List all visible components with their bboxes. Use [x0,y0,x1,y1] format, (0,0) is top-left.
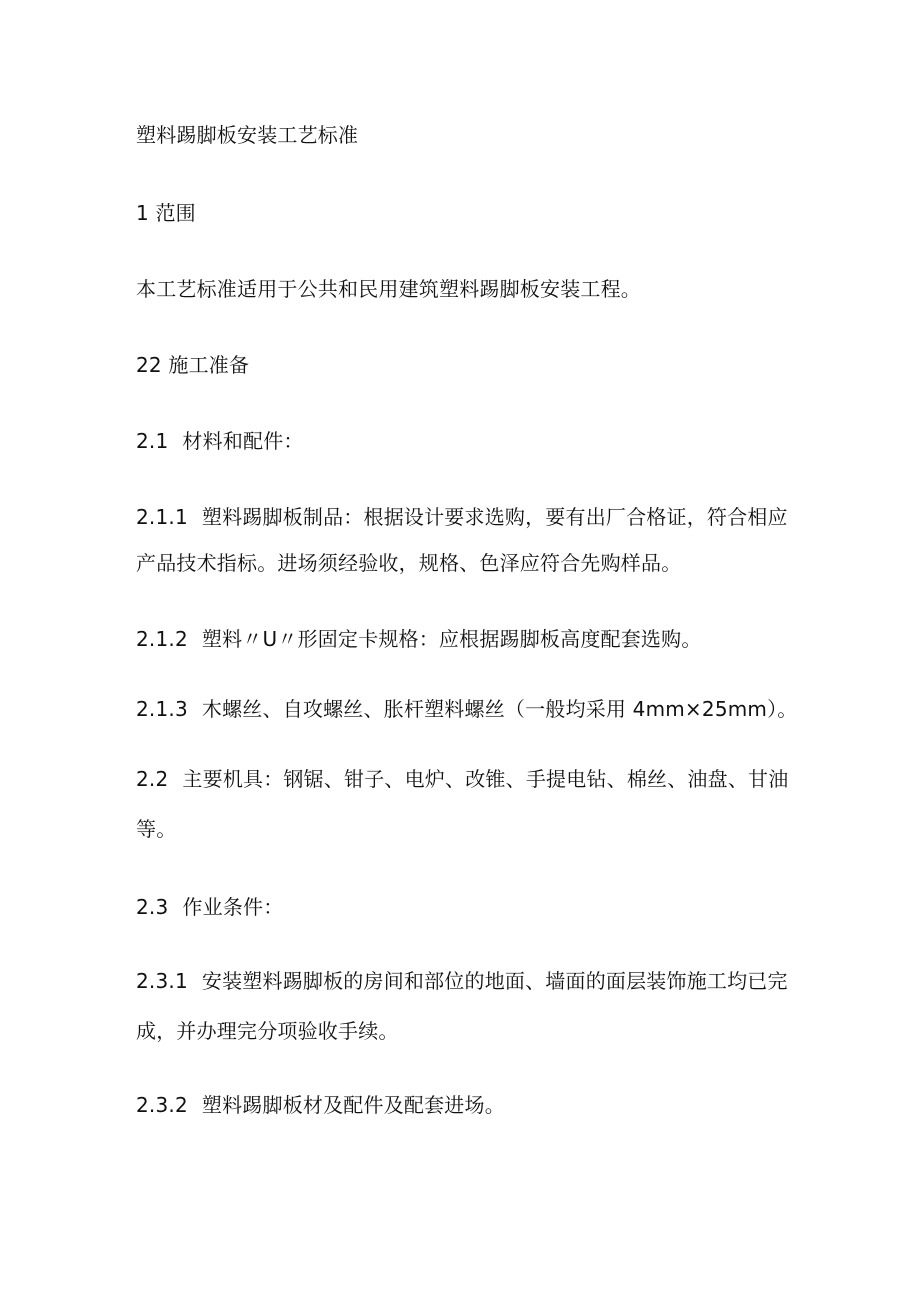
clause-text: 木螺丝、自攻螺丝、胀杆塑料螺丝（一般均采用 4mm×25mm）。 [201,697,798,721]
clause-text: 塑料〃U〃形固定卡规格：应根据踢脚板高度配套选购。 [201,627,702,651]
section-heading-2 [136,352,796,378]
document-title [136,122,796,148]
clause-number: 2.3 [136,895,169,919]
clause-number: 2.1.1 [136,505,188,529]
clause-text: 塑料踢脚板制品：根据设计要求选购，要有出厂合格证，符合相应 [201,505,788,529]
section-heading-text: 1 范围 [136,201,196,225]
clause-number: 2.2 [136,767,169,791]
clause-text: 主要机具：钢锯、钳子、电炉、改锥、手提电钻、棉丝、油盘、甘油 [182,767,789,791]
section-heading-1 [136,200,796,226]
clause-text: 作业条件： [182,895,284,919]
clause-number: 2.1.3 [136,697,188,721]
clause-text: 等。 [136,817,177,841]
clause-2-1-2 [136,626,796,652]
clause-number: 2.3.1 [136,969,188,993]
clause-2-1-1-line-1 [136,504,796,530]
clause-2-3-1-line-1 [136,968,796,994]
clause-text: 材料和配件： [182,429,304,453]
clause-2-2-line-2 [136,816,796,842]
clause-2-3-2 [136,1092,796,1118]
clause-number: 2.1.2 [136,627,188,651]
clause-text: 安装塑料踢脚板的房间和部位的地面、墙面的面层装饰施工均已完 [201,969,788,993]
section-heading-text: 22 施工准备 [136,353,250,377]
clause-2-2-line-1 [136,766,796,792]
clause-text: 产品技术指标。进场须经验收，规格、色泽应符合先购样品。 [136,551,682,575]
clause-2-3-1-line-2 [136,1018,796,1044]
clause-text: 塑料踢脚板材及配件及配套进场。 [201,1093,505,1117]
subsection-2-1 [136,428,796,454]
clause-number: 2.3.2 [136,1093,188,1117]
clause-number: 2.1 [136,429,169,453]
document-title-text: 塑料踢脚板安装工艺标准 [136,123,359,147]
subsection-2-3 [136,894,796,920]
clause-2-1-1-line-2 [136,550,796,576]
clause-2-1-3 [136,696,796,722]
paragraph-scope [136,276,796,302]
paragraph-text: 本工艺标准适用于公共和民用建筑塑料踢脚板安装工程。 [136,277,641,301]
clause-text: 成，并办理完分项验收手续。 [136,1019,399,1043]
